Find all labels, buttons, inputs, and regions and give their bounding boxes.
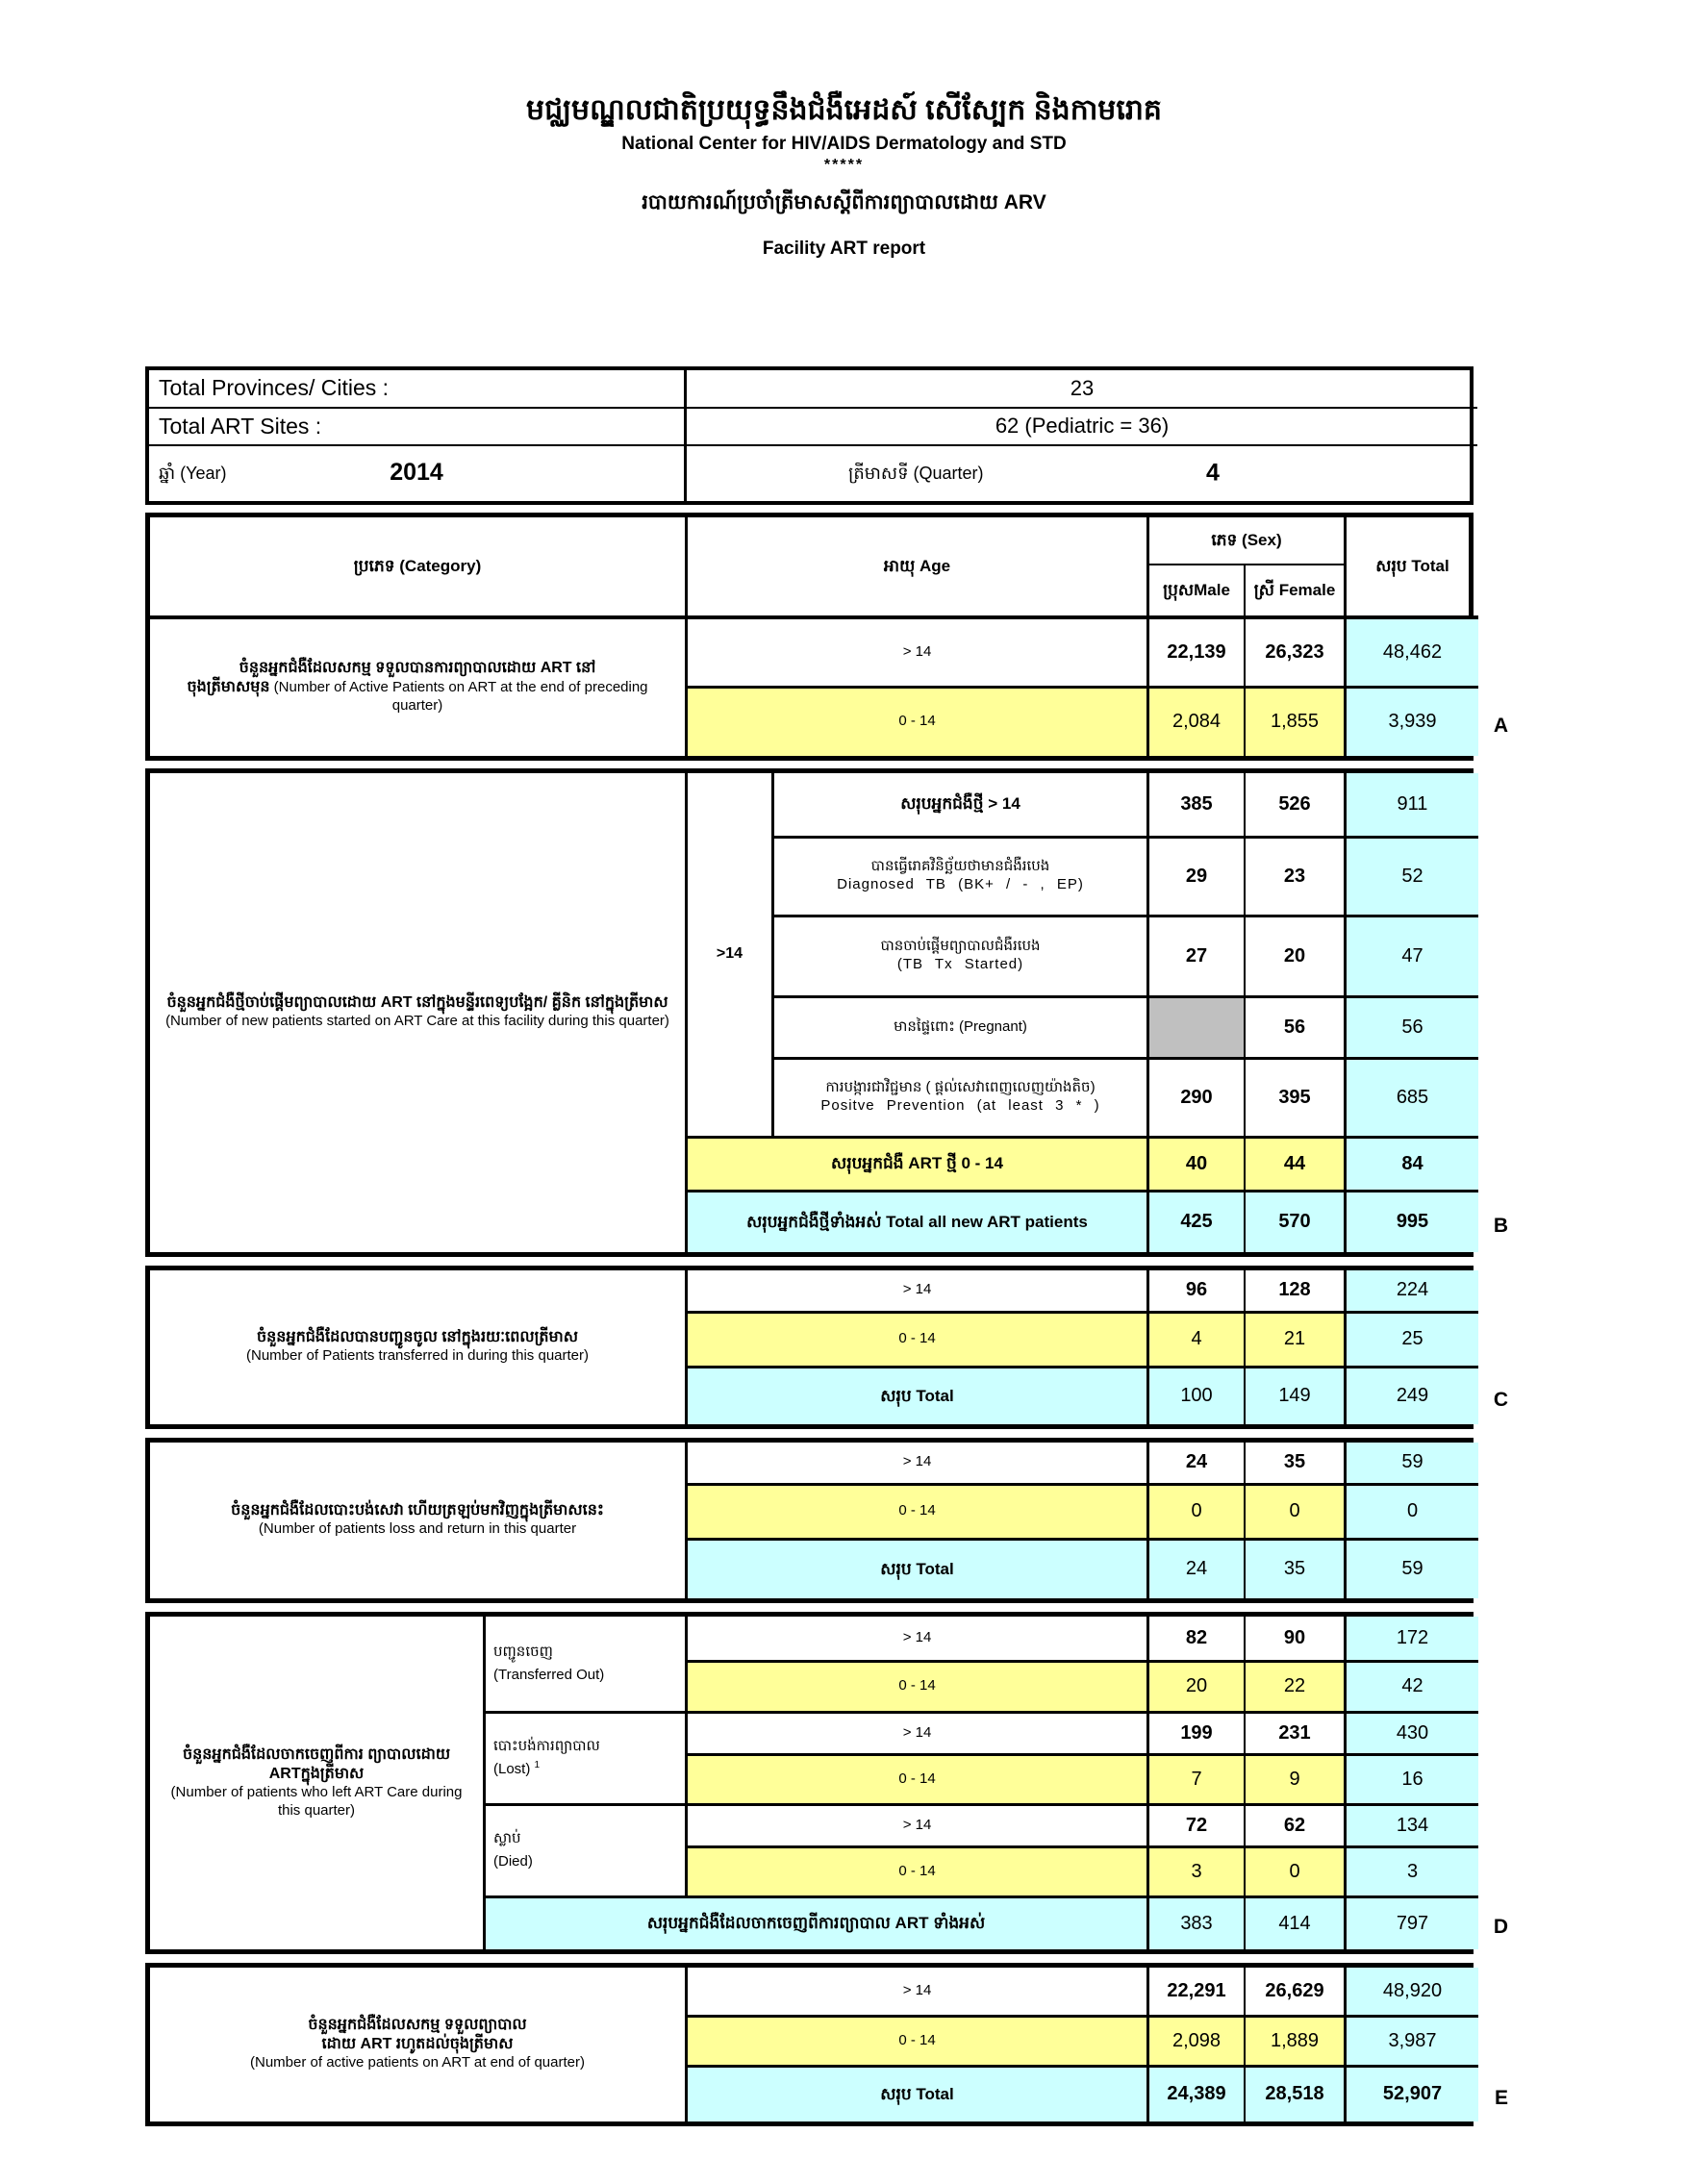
cell-male: 290 xyxy=(1149,1060,1246,1139)
lost-footnote-ref: 1 xyxy=(534,1760,541,1770)
cell-male: 40 xyxy=(1149,1139,1246,1192)
left-care-total-label: សរុបអ្នកជំងឺដែលចាកចេញពីការព្យាបាល ART ទាំងអស់ xyxy=(486,1898,1149,1949)
category-left-care xyxy=(150,1617,486,1949)
category-c-english: (Number of Patients transferred in during this quarter) xyxy=(246,1347,589,1365)
col-header-female: ស្រី Female xyxy=(1246,565,1347,619)
label-english: Diagnosed TB (BK+ / - , EP) xyxy=(837,876,1084,892)
sites-value: 62 (Pediatric = 36) xyxy=(687,409,1477,446)
row-label-new-over14: សរុបអ្នកជំងឺថ្មី > 14 xyxy=(774,773,1149,839)
cell-female: 231 xyxy=(1246,1714,1347,1756)
cell-female: 0 xyxy=(1246,1848,1347,1898)
title-khmer: មជ្ឈមណ្ឌលជាតិប្រយុទ្ធនឹងជំងឺអេដស៍ សើស្បែក និងកាមរោគ xyxy=(526,94,1162,126)
stars-divider: ***** xyxy=(823,156,865,173)
cell-female: 149 xyxy=(1246,1368,1347,1424)
cell-female: 21 xyxy=(1246,1314,1347,1368)
cell-total: 685 xyxy=(1347,1060,1478,1139)
subcat-english: (Lost) $^1$ xyxy=(493,1760,541,1777)
col-header-category: ប្រភេទ (Category) xyxy=(150,517,688,619)
label-khmer: បានធ្វើរោគវិនិច្ឆ័យថាមានជំងឺរបេង xyxy=(870,858,1050,875)
cell-male: 4 xyxy=(1149,1314,1246,1368)
subtitle-khmer: របាយការណ៍ប្រចាំត្រីមាសស្តីពីការព្យាបាលដោយ ARV xyxy=(642,190,1046,213)
cell-female: 62 xyxy=(1246,1806,1347,1848)
provinces-value: 23 xyxy=(687,370,1477,409)
cell-female: 23 xyxy=(1246,839,1347,917)
cell-female: 395 xyxy=(1246,1060,1347,1139)
age-cell: > 14 xyxy=(688,1617,1149,1663)
cell-female: 1,855 xyxy=(1246,689,1347,756)
subcategory-transferred-out xyxy=(486,1617,688,1714)
col-header-sex: ភេទ (Sex) xyxy=(1149,517,1347,565)
cell-female: 414 xyxy=(1246,1898,1347,1949)
cell-total: 172 xyxy=(1347,1617,1478,1663)
age-cell: 0 - 14 xyxy=(688,1663,1149,1714)
quarter-value: 4 xyxy=(1206,459,1220,487)
cell-total: 430 xyxy=(1347,1714,1478,1756)
cell-male: 0 xyxy=(1149,1486,1246,1541)
age-cell: 0 - 14 xyxy=(688,1848,1149,1898)
age-cell: 0 - 14 xyxy=(688,689,1149,756)
category-c-khmer: ចំនួនអ្នកជំងឺដែលបានបញ្ជូនចូល នៅក្នុងរយៈពេលត្រីមាស xyxy=(256,1329,578,1346)
col-header-total: សរុប Total xyxy=(1347,517,1478,619)
age-cell: 0 - 14 xyxy=(688,1486,1149,1541)
cell-female: 35 xyxy=(1246,1541,1347,1598)
label-khmer: ការបង្ការជាវិជ្ជមាន ( ផ្តល់សេវាពេញលេញយ៉ាងតិច) xyxy=(825,1079,1096,1096)
cell-total: 48,462 xyxy=(1347,619,1478,689)
section-marker-b: B xyxy=(1493,1214,1508,1237)
cell-total: 59 xyxy=(1347,1443,1478,1486)
cell-female: 570 xyxy=(1246,1192,1347,1252)
cell-female: 9 xyxy=(1246,1756,1347,1806)
col-header-age: អាយុ Age xyxy=(688,517,1149,619)
sites-label: Total ART Sites : xyxy=(149,409,687,446)
cell-total: 3,987 xyxy=(1347,2018,1478,2068)
cell-female: 90 xyxy=(1246,1617,1347,1663)
section-marker-e: E xyxy=(1494,2086,1508,2109)
cell-male: 72 xyxy=(1149,1806,1246,1848)
age-group-over14: >14 xyxy=(688,773,774,1139)
cell-pregnant-male-blank xyxy=(1149,998,1246,1060)
cell-male: 22,291 xyxy=(1149,1968,1246,2018)
category-active-end xyxy=(150,1968,688,2121)
report-title: Facility ART report xyxy=(762,238,926,259)
provinces-label: Total Provinces/ Cities : xyxy=(149,370,687,409)
cell-total: 16 xyxy=(1347,1756,1478,1806)
cell-total: 25 xyxy=(1347,1314,1478,1368)
cell-total: 249 xyxy=(1347,1368,1478,1424)
age-cell: 0 - 14 xyxy=(688,2018,1149,2068)
cell-total: 56 xyxy=(1347,998,1478,1060)
category-lr-khmer: ចំនួនអ្នកជំងឺដែលបោះបង់សេវា ហើយត្រឡប់មកវិញក្នុងត្រីមាសនេះ xyxy=(231,1502,604,1519)
label-english: Positve Prevention (at least 3 * ) xyxy=(820,1097,1100,1114)
cell-male: 22,139 xyxy=(1149,619,1246,689)
cell-male: 24 xyxy=(1149,1443,1246,1486)
row-label-positive-prevention xyxy=(774,1060,1149,1139)
subcat-english: (Transferred Out) xyxy=(493,1666,605,1683)
label-english: (TB Tx Started) xyxy=(896,956,1024,972)
section-b-table xyxy=(145,768,1508,1257)
cell-male: 24 xyxy=(1149,1541,1246,1598)
cell-male: 96 xyxy=(1149,1270,1246,1314)
cell-male: 199 xyxy=(1149,1714,1246,1756)
section-marker-a: A xyxy=(1493,714,1508,737)
cell-total: 42 xyxy=(1347,1663,1478,1714)
cell-male: 383 xyxy=(1149,1898,1246,1949)
info-table xyxy=(145,366,1474,505)
row-label-pregnant: មានផ្ទៃពោះ (Pregnant) xyxy=(774,998,1149,1060)
cell-male: 2,098 xyxy=(1149,2018,1246,2068)
category-e-english: (Number of active patients on ART at end of quarter) xyxy=(250,2054,585,2071)
section-e-table xyxy=(145,1963,1508,2126)
cell-total: 134 xyxy=(1347,1806,1478,1848)
cell-female: 128 xyxy=(1246,1270,1347,1314)
age-cell: > 14 xyxy=(688,1968,1149,2018)
label-khmer: បានចាប់ផ្តើមព្យាបាលជំងឺរបេង xyxy=(880,938,1041,955)
cell-male: 29 xyxy=(1149,839,1246,917)
quarter-label: ត្រីមាសទី (Quarter) xyxy=(848,463,984,483)
quarter-cell xyxy=(687,446,1477,501)
category-d-khmer2: ARTក្នុងត្រីមាស xyxy=(268,1765,365,1782)
age-cell: > 14 xyxy=(688,1806,1149,1848)
age-cell: 0 - 14 xyxy=(688,1756,1149,1806)
section-d-table xyxy=(145,1612,1508,1954)
age-cell: 0 - 14 xyxy=(688,1314,1149,1368)
total-row-label: សរុប Total xyxy=(688,2068,1149,2121)
cell-female: 0 xyxy=(1246,1486,1347,1541)
cell-total: 911 xyxy=(1347,773,1478,839)
cell-total: 224 xyxy=(1347,1270,1478,1314)
summary-children-label: សរុបអ្នកជំងឺ ART ថ្មី 0 - 14 xyxy=(688,1139,1149,1192)
cell-total: 52 xyxy=(1347,839,1478,917)
cell-total: 3 xyxy=(1347,1848,1478,1898)
cell-total: 0 xyxy=(1347,1486,1478,1541)
summary-all-label: សរុបអ្នកជំងឺថ្មីទាំងអស់ Total all new ART patients xyxy=(688,1192,1149,1252)
row-label-tb-tx-started xyxy=(774,917,1149,998)
cell-male: 100 xyxy=(1149,1368,1246,1424)
category-a-khmer: ចំនួនអ្នកជំងឺដែលសកម្ម ទទួលបានការព្យាបាលដោយ ART នៅ xyxy=(239,660,596,677)
cell-female: 44 xyxy=(1246,1139,1347,1192)
age-cell: > 14 xyxy=(688,1270,1149,1314)
category-e-khmer2: ដោយ ART រហូតដល់ចុងត្រីមាស xyxy=(321,2036,514,2053)
title-english: National Center for HIV/AIDS Dermatology and STD xyxy=(621,133,1067,154)
age-cell: > 14 xyxy=(688,1443,1149,1486)
cell-female: 26,323 xyxy=(1246,619,1347,689)
cell-male: 385 xyxy=(1149,773,1246,839)
section-marker-d: D xyxy=(1493,1915,1508,1938)
subcat-khmer: ស្លាប់ xyxy=(493,1830,521,1846)
cell-total: 995 xyxy=(1347,1192,1478,1252)
cell-male: 425 xyxy=(1149,1192,1246,1252)
cell-female: 26,629 xyxy=(1246,1968,1347,2018)
subcategory-died xyxy=(486,1806,688,1898)
cell-female: 526 xyxy=(1246,773,1347,839)
category-a-english: (Number of Active Patients on ART at the end of preceding quarter) xyxy=(273,679,648,715)
cell-male: 82 xyxy=(1149,1617,1246,1663)
cell-female: 56 xyxy=(1246,998,1347,1060)
subcat-khmer: បោះបង់ការព្យាបាល xyxy=(493,1738,600,1754)
cell-male: 24,389 xyxy=(1149,2068,1246,2121)
category-loss-return xyxy=(150,1443,688,1598)
subcat-english: (Died) xyxy=(493,1853,533,1870)
age-cell: > 14 xyxy=(688,619,1149,689)
cell-female: 20 xyxy=(1246,917,1347,998)
cell-total: 52,907 xyxy=(1347,2068,1478,2121)
section-marker-c: C xyxy=(1493,1388,1508,1411)
cell-female: 22 xyxy=(1246,1663,1347,1714)
total-row-label: សរុប Total xyxy=(688,1368,1149,1424)
cell-male: 7 xyxy=(1149,1756,1246,1806)
section-loss-return-table xyxy=(145,1438,1474,1603)
section-a-table xyxy=(145,513,1508,761)
cell-total: 84 xyxy=(1347,1139,1478,1192)
category-new-patients xyxy=(150,773,688,1252)
category-b-khmer: ចំនួនអ្នកជំងឺថ្មីចាប់ផ្តើមព្យាបាលដោយ ART នៅក្នុងមន្ទីរពេទ្យបង្អែក/ គ្លីនិក នៅក្នុងត្រីមាស xyxy=(166,994,668,1012)
cell-male: 27 xyxy=(1149,917,1246,998)
cell-male: 3 xyxy=(1149,1848,1246,1898)
cell-total: 47 xyxy=(1347,917,1478,998)
category-lr-english: (Number of patients loss and return in this quarter xyxy=(258,1520,577,1538)
section-c-table xyxy=(145,1266,1508,1429)
year-label: ឆ្នាំ (Year) xyxy=(159,463,227,483)
year-value: 2014 xyxy=(390,459,443,487)
cell-total: 3,939 xyxy=(1347,689,1478,756)
subcat-khmer: បញ្ជូនចេញ xyxy=(493,1643,553,1660)
category-e-khmer: ចំនួនអ្នកជំងឺដែលសកម្ម ទទួលព្យាបាល xyxy=(308,2017,527,2034)
category-b-english: (Number of new patients started on ART Care at this facility during this quarter) xyxy=(165,1013,669,1030)
category-active-preceding xyxy=(150,619,688,756)
cell-female: 35 xyxy=(1246,1443,1347,1486)
age-cell: > 14 xyxy=(688,1714,1149,1756)
cell-female: 1,889 xyxy=(1246,2018,1347,2068)
category-a-khmer2: ចុងត្រីមាសមុន xyxy=(187,679,270,696)
category-d-khmer: ចំនួនអ្នកជំងឺដែលចាកចេញពីការ ព្យាបាលដោយ xyxy=(182,1745,451,1763)
cell-male: 20 xyxy=(1149,1663,1246,1714)
year-cell xyxy=(149,446,687,501)
cell-total: 59 xyxy=(1347,1541,1478,1598)
total-row-label: សរុប Total xyxy=(688,1541,1149,1598)
cell-total: 797 xyxy=(1347,1898,1478,1949)
report-header xyxy=(0,0,1688,260)
category-d-english: (Number of patients who left ART Care during this quarter) xyxy=(170,1783,463,1819)
cell-total: 48,920 xyxy=(1347,1968,1478,2018)
category-transferred-in xyxy=(150,1270,688,1424)
row-label-diagnosed-tb xyxy=(774,839,1149,917)
cell-male: 2,084 xyxy=(1149,689,1246,756)
col-header-male: ប្រុសMale xyxy=(1149,565,1246,619)
cell-female: 28,518 xyxy=(1246,2068,1347,2121)
subcategory-lost xyxy=(486,1714,688,1806)
